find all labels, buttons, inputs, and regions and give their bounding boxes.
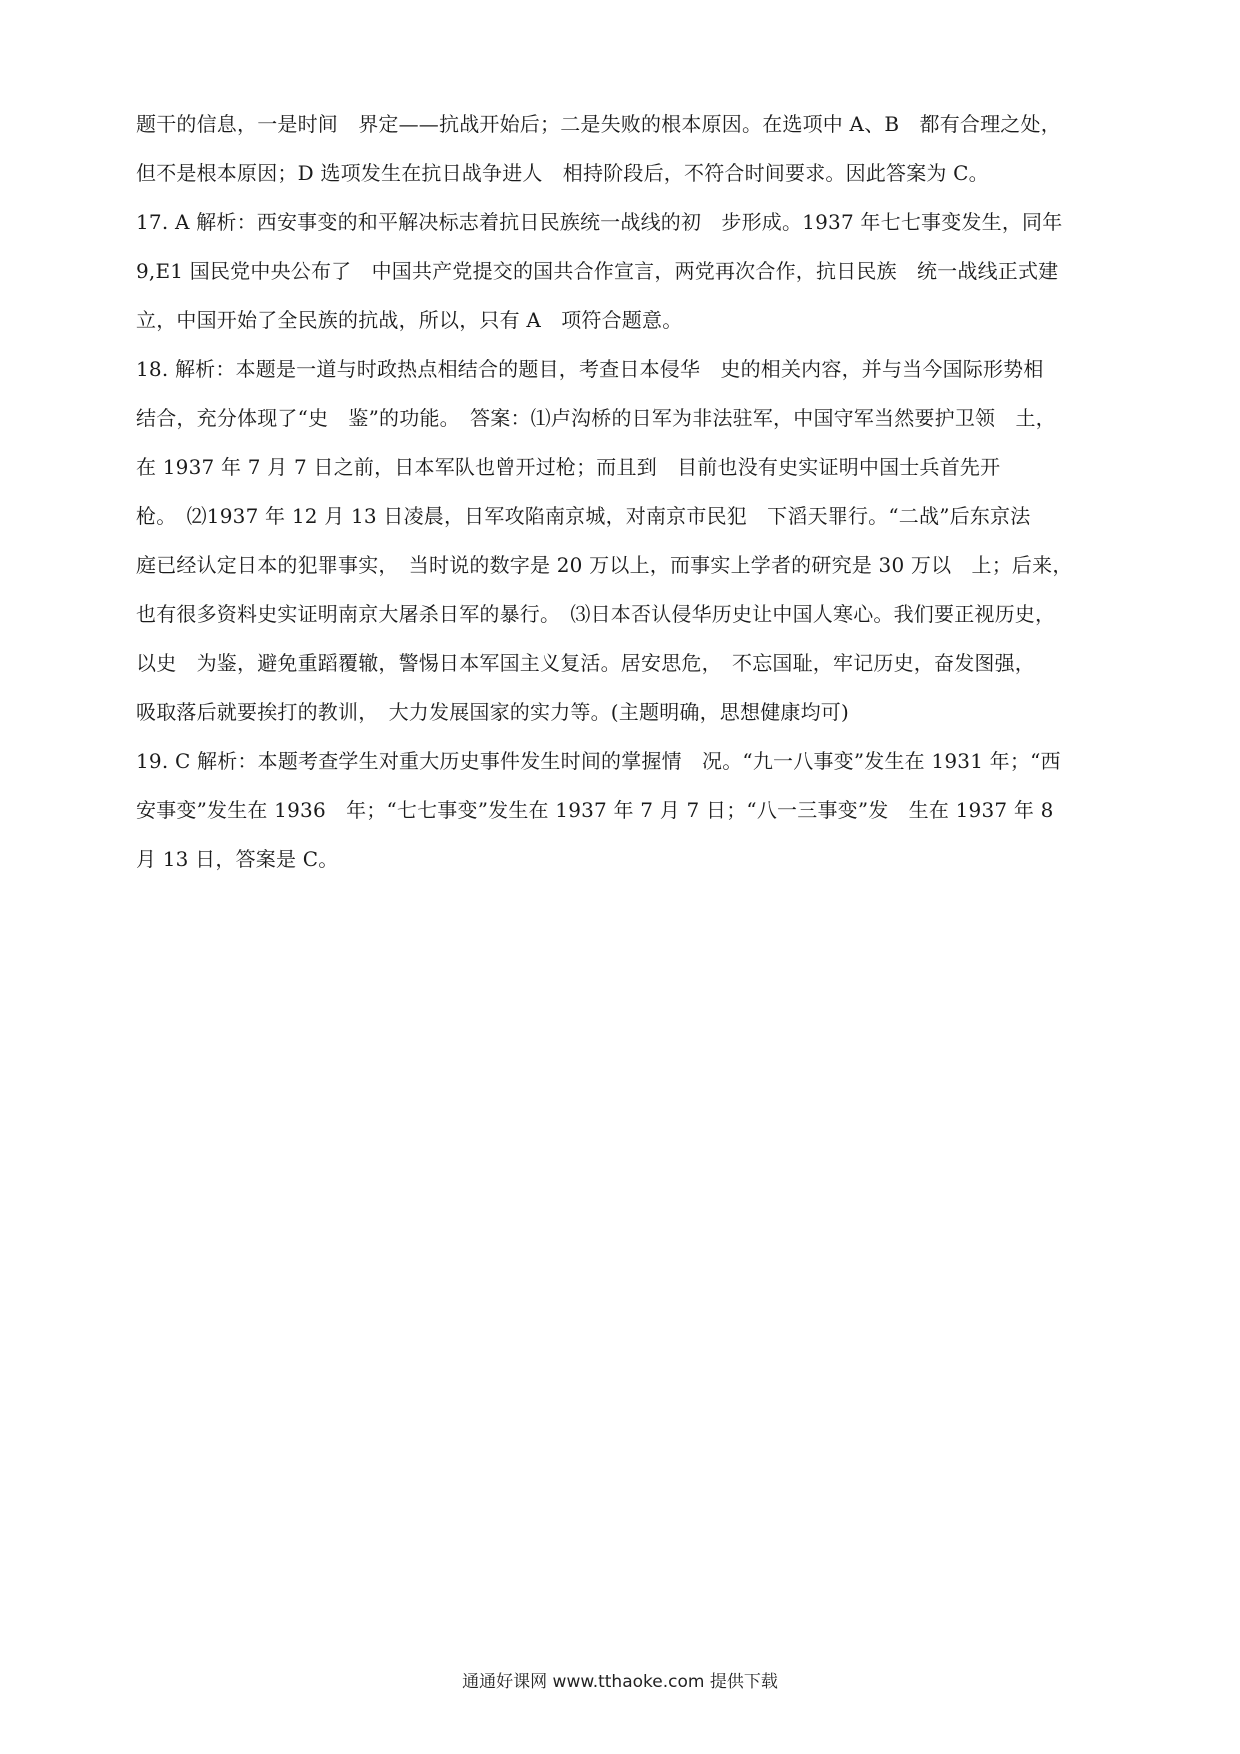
text-line: 月 13 日，答案是 C。 — [136, 847, 339, 871]
text-line: 题干的信息，一是时间 界定——抗战开始后；二是失败的根本原因。在选项中 A、B 都有合理之处， — [136, 112, 1061, 136]
text-line: 结合，充分体现了“史 鉴”的功能。 答案：⑴卢沟桥的日军为非法驻军，中国守军当然要护卫领 土， — [136, 406, 1056, 430]
text-line: 以史 为鉴，避免重蹈覆辙，警惕日本军国主义复活。居安思危， 不忘国耻，牢记历史，奋发图强， — [136, 651, 1035, 675]
text-line: 9,E1 国民党中央公布了 中国共产党提交的国共合作宣言，两党再次合作，抗日民族 统一战线正式建 — [136, 259, 1059, 283]
text-line: 在 1937 年 7 月 7 日之前，日本军队也曾开过枪；而且到 目前也没有史实证明中国士兵首先开 — [136, 455, 1001, 479]
text-line: 吸取落后就要挨打的教训， 大力发展国家的实力等。(主题明确，思想健康均可) — [136, 700, 850, 724]
text-line: 19. C 解析：本题考查学生对重大历史事件发生时间的掌握情 况。“九一八事变”发生在 1931 年；“西 — [136, 749, 1061, 773]
text-line: 17. A 解析：西安事变的和平解决标志着抗日民族统一战线的初 步形成。1937 年七七事变发生，同年 — [136, 210, 1063, 234]
text-line: 但不是根本原因；D 选项发生在抗日战争进人 相持阶段后，不符合时间要求。因此答案为 C。 — [136, 161, 989, 185]
text-line: 安事变”发生在 1936 年；“七七事变”发生在 1937 年 7 月 7 日；“八一三事变”发 生在 1937 年 8 — [136, 798, 1054, 822]
text-line: 枪。 ⑵1937 年 12 月 13 日凌晨，日军攻陷南京城，对南京市民犯 下滔天罪行。“二战”后东京法 — [136, 504, 1031, 528]
text-line: 18. 解析：本题是一道与时政热点相结合的题目，考查日本侵华 史的相关内容，并与当今国际形势相 — [136, 357, 1044, 381]
text-line: 庭已经认定日本的犯罪事实， 当时说的数字是 20 万以上，而事实上学者的研究是 30 万以 上；后来， — [136, 553, 1073, 577]
text-line: 也有很多资料史实证明南京大屠杀日军的暴行。 ⑶日本否认侵华历史让中国人寒心。我们要正视历史， — [136, 602, 1056, 626]
text-line: 立，中国开始了全民族的抗战，所以，只有 A 项符合题意。 — [136, 308, 683, 332]
answer-explanations — [136, 100, 1126, 884]
page-footer: 通通好课网 www.tthaoke.com 提供下载 — [462, 1672, 778, 1692]
